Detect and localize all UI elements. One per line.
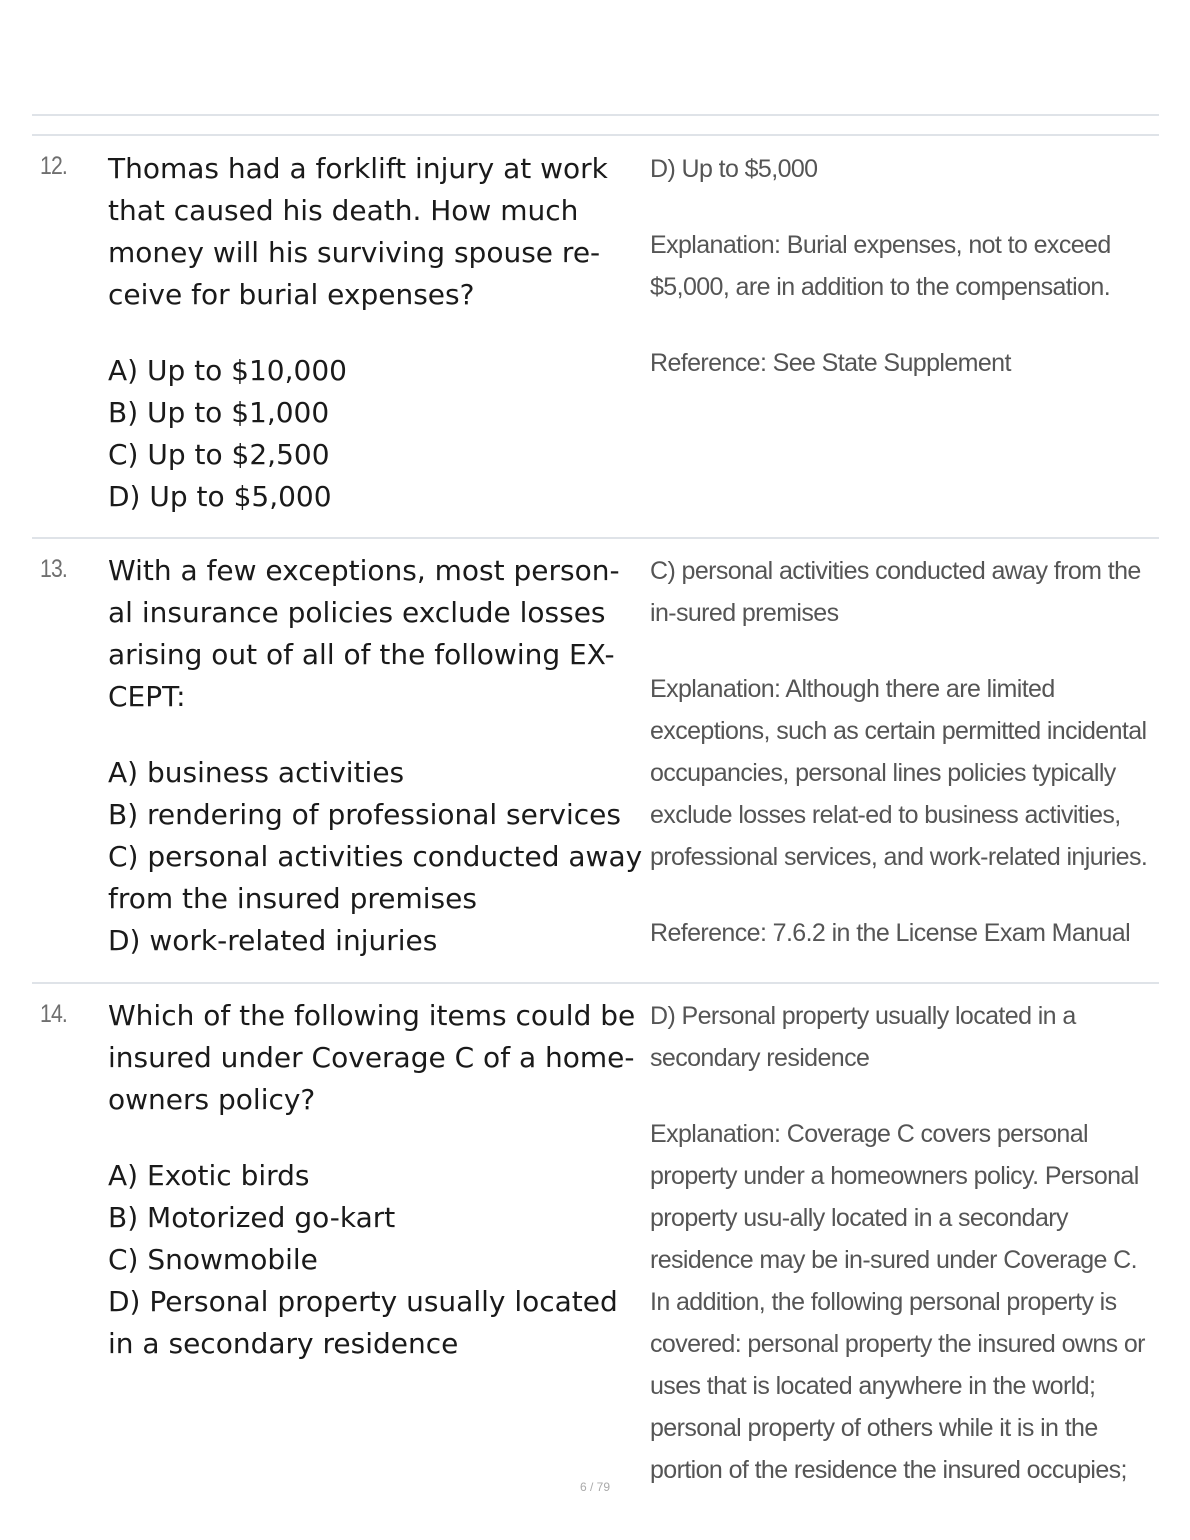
answer-options [108,752,643,962]
question-text [108,995,643,1365]
option: B) rendering of professional services [108,798,621,831]
explanation: Explanation: Coverage C covers personal property under a homeowners policy. Personal property usu-ally located in a secondary residence may be in-sured under Coverage C. In addition, the following personal property is covered: personal property the insured owns or uses that is located anywhere in the world; personal property of others while it is in the portion of the residence the insured occupies; [650,1120,1145,1484]
question-number: 12. [40,152,68,180]
option: B) Up to $1,000 [108,396,330,429]
question-text [108,550,643,962]
reference: Reference: See State Supplement [650,349,1011,377]
correct-answer: C) personal activities conducted away from the in-sured premises [650,557,1141,627]
explanation: Explanation: Burial expenses, not to exceed $5,000, are in addition to the compensation. [650,231,1111,301]
question-stem: With a few exceptions, most person-al insurance policies exclude losses arising out of all of the following EX-CEPT: [108,554,620,713]
option: C) Snowmobile [108,1243,318,1276]
explanation: Explanation: Although there are limited exceptions, such as certain permitted incidental occupancies, personal lines policies typically exclude losses relat-ed to business activities, professional services, and work-related injuries. [650,675,1148,871]
correct-answer: D) Personal property usually located in a secondary residence [650,1002,1076,1072]
option: A) business activities [108,756,405,789]
answer-panel [650,550,1155,988]
reference: Reference: 7.6.2 in the License Exam Manual [650,919,1131,947]
question-stem: Which of the following items could be insured under Coverage C of a home-owners policy? [108,999,636,1116]
question-number: 13. [40,555,68,583]
question-number: 14. [40,1000,68,1028]
correct-answer: D) Up to $5,000 [650,155,818,183]
question-divider [32,537,1159,539]
answer-panel [650,148,1155,418]
header-rule-top [32,114,1159,116]
option: D) work-related injuries [108,924,438,957]
answer-options [108,350,643,518]
option: B) Motorized go-kart [108,1201,396,1234]
option: D) Personal property usually located in a secondary residence [108,1285,618,1360]
page-number: 6 / 79 [579,1480,611,1494]
option: C) Up to $2,500 [108,438,330,471]
question-stem: Thomas had a forklift injury at work that caused his death. How much money will his surviving spouse re-ceive for burial expenses? [108,152,608,311]
option: C) personal activities conducted away from the insured premises [108,840,643,915]
option: D) Up to $5,000 [108,480,332,513]
answer-panel [650,995,1155,1525]
option: A) Exotic birds [108,1159,310,1192]
answer-options [108,1155,643,1365]
question-divider [32,982,1159,984]
option: A) Up to $10,000 [108,354,347,387]
header-rule-bottom [32,134,1159,136]
question-text [108,148,643,518]
